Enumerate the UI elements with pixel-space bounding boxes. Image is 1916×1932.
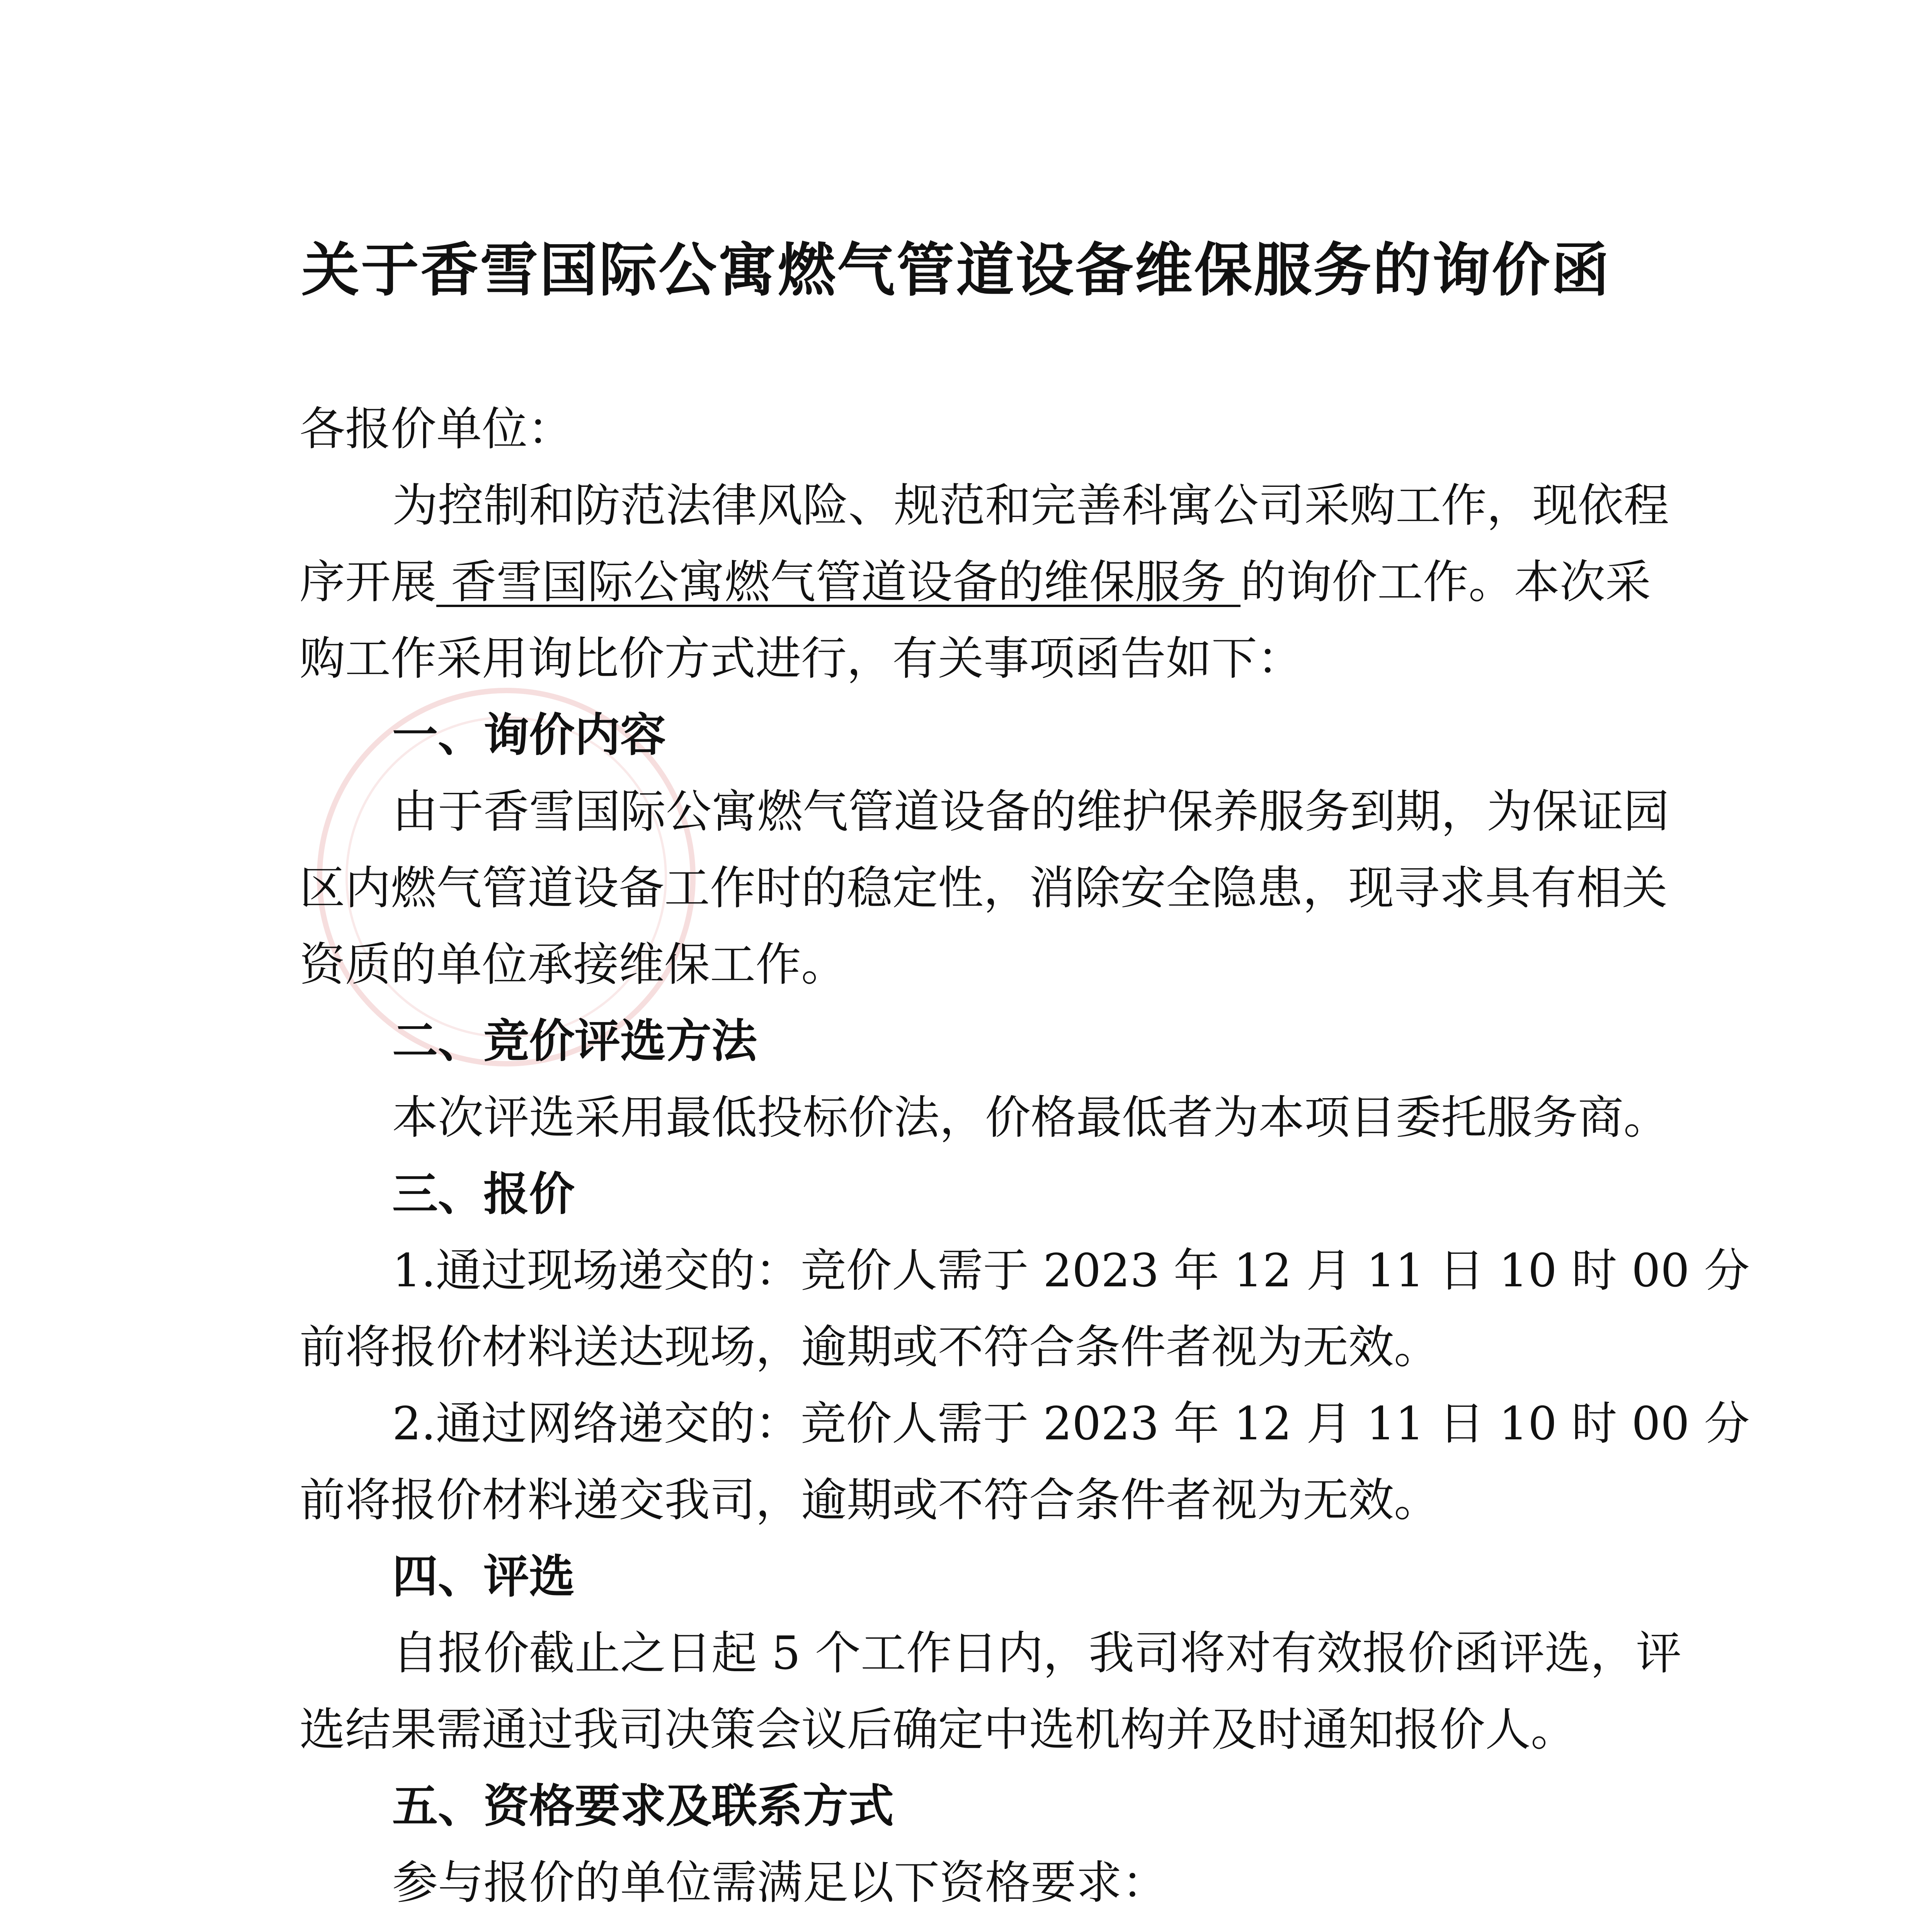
section-2-line: 本次评选采用最低投标价法，价格最低者为本项目委托服务商。 — [392, 1091, 1669, 1144]
intro-line-3: 购工作采用询比价方式进行，有关事项函告如下： — [299, 632, 1303, 685]
section-4-line: 选结果需通过我司决策会议后确定中选机构并及时通知报价人。 — [299, 1703, 1577, 1756]
section-1-line: 由于香雪国际公寓燃气管道设备的维护保养服务到期，为保证园 — [392, 785, 1669, 838]
section-3-heading: 三、报价 — [392, 1167, 575, 1221]
section-4-line: 自报价截止之日起 5 个工作日内，我司将对有效报价函评选，评 — [392, 1626, 1682, 1680]
intro-line-2-after: 的询价工作。本次采 — [1240, 555, 1651, 609]
document-title: 关于香雪国际公寓燃气管道设备维保服务的询价函 — [301, 237, 1611, 304]
salutation: 各报价单位： — [299, 402, 573, 456]
intro-line-2 — [299, 551, 1651, 613]
section-1-line: 资质的单位承接维保工作。 — [299, 938, 847, 991]
section-3-line: 前将报价材料递交我司，逾期或不符合条件者视为无效。 — [299, 1473, 1440, 1527]
project-name-underlined: 香雪国际公寓燃气管道设备的维保服务 — [436, 555, 1241, 609]
intro-line-1: 为控制和防范法律风险、规范和完善科寓公司采购工作，现依程 — [392, 479, 1669, 532]
section-5-line: 参与报价的单位需满足以下资格要求： — [392, 1856, 1168, 1909]
section-4-heading: 四、评选 — [392, 1550, 575, 1603]
section-5-line — [392, 1928, 1667, 1932]
section-1-line: 区内燃气管道设备工作时的稳定性，消除安全隐患，现寻求具有相关 — [299, 861, 1668, 915]
section-1-heading: 一、询价内容 — [392, 708, 666, 762]
section-3-line: 1.通过现场递交的：竞价人需于 2023 年 12 月 11 日 10 时 00 分 — [392, 1244, 1750, 1297]
intro-line-2-before: 序开展 — [299, 555, 437, 609]
section-3-line: 2.通过网络递交的：竞价人需于 2023 年 12 月 11 日 10 时 00 分 — [392, 1397, 1750, 1450]
section-2-heading: 二、竞价评选方法 — [392, 1014, 757, 1068]
section-5-heading: 五、资格要求及联系方式 — [392, 1779, 894, 1833]
section-3-line: 前将报价材料送达现场，逾期或不符合条件者视为无效。 — [299, 1320, 1440, 1374]
